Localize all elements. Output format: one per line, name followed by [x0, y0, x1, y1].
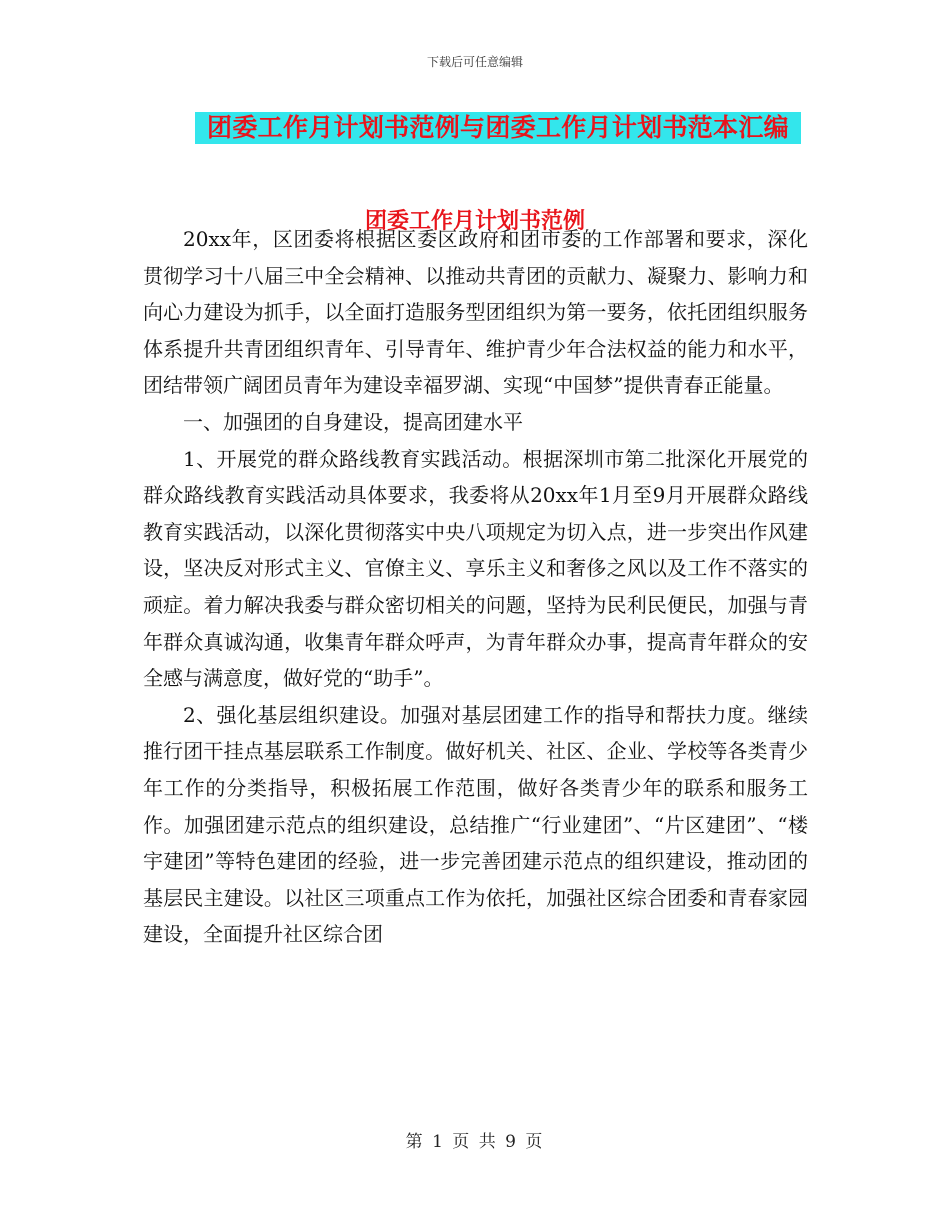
paragraph-intro: 20xx年，区团委将根据区委区政府和团市委的工作部署和要求，深化贯彻学习十八届三中全会精神、以推动共青团的贡献力、凝聚力、影响力和向心力建设为抓手，以全面打造服务型团组织为第一要务，依托团组织服务体系提升共青团组织青年、引导青年、维护青少年合法权益的能力和水平，团结带领广阔团员青年为建设幸福罗湖、实现“中国梦”提供青春正能量。 — [143, 227, 808, 398]
page-number: 第 1 页 共 9 页 — [405, 1132, 545, 1152]
paragraph-heading-1: 一、加强团的自身建设，提高团建水平 — [183, 409, 523, 434]
paragraph-item-1: 1、开展党的群众路线教育实践活动。根据深圳市第二批深化开展党的群众路线教育实践活动具体要求，我委将从20xx年1月至9月开展群众路线教育实践活动，以深化贯彻落实中央八项规定为切入点，进一步突出作风建设，坚决反对形式主义、官僚主义、享乐主义和奢侈之风以及工作不落实的顽症。着力解决我委与群众密切相关的问题，坚持为民利民便民，加强与青年群众真诚沟通，收集青年群众呼声，为青年群众办事，提高青年群众的安全感与满意度，做好党的“助手”。 — [143, 446, 808, 691]
document-body — [143, 221, 808, 953]
document-title: 团委工作月计划书范例与团委工作月计划书范本汇编 — [195, 112, 801, 144]
paragraph-item-2: 2、强化基层组织建设。加强对基层团建工作的指导和帮扶力度。继续推行团干挂点基层联系工作制度。做好机关、社区、企业、学校等各类青少年工作的分类指导，积极拓展工作范围，做好各类青少年的联系和服务工作。加强团建示范点的组织建设，总结推广“行业建团”、“片区建团”、“楼宇建团”等特色建团的经验，进一步完善团建示范点的组织建设，推动团的基层民主建设。以社区三项重点工作为依托，加强社区综合团委和青春家园建设，全面提升社区综合团 — [143, 702, 808, 947]
section-title: 团委工作月计划书范例 — [364, 209, 585, 234]
header-note: 下载后可任意编辑 — [426, 55, 523, 69]
